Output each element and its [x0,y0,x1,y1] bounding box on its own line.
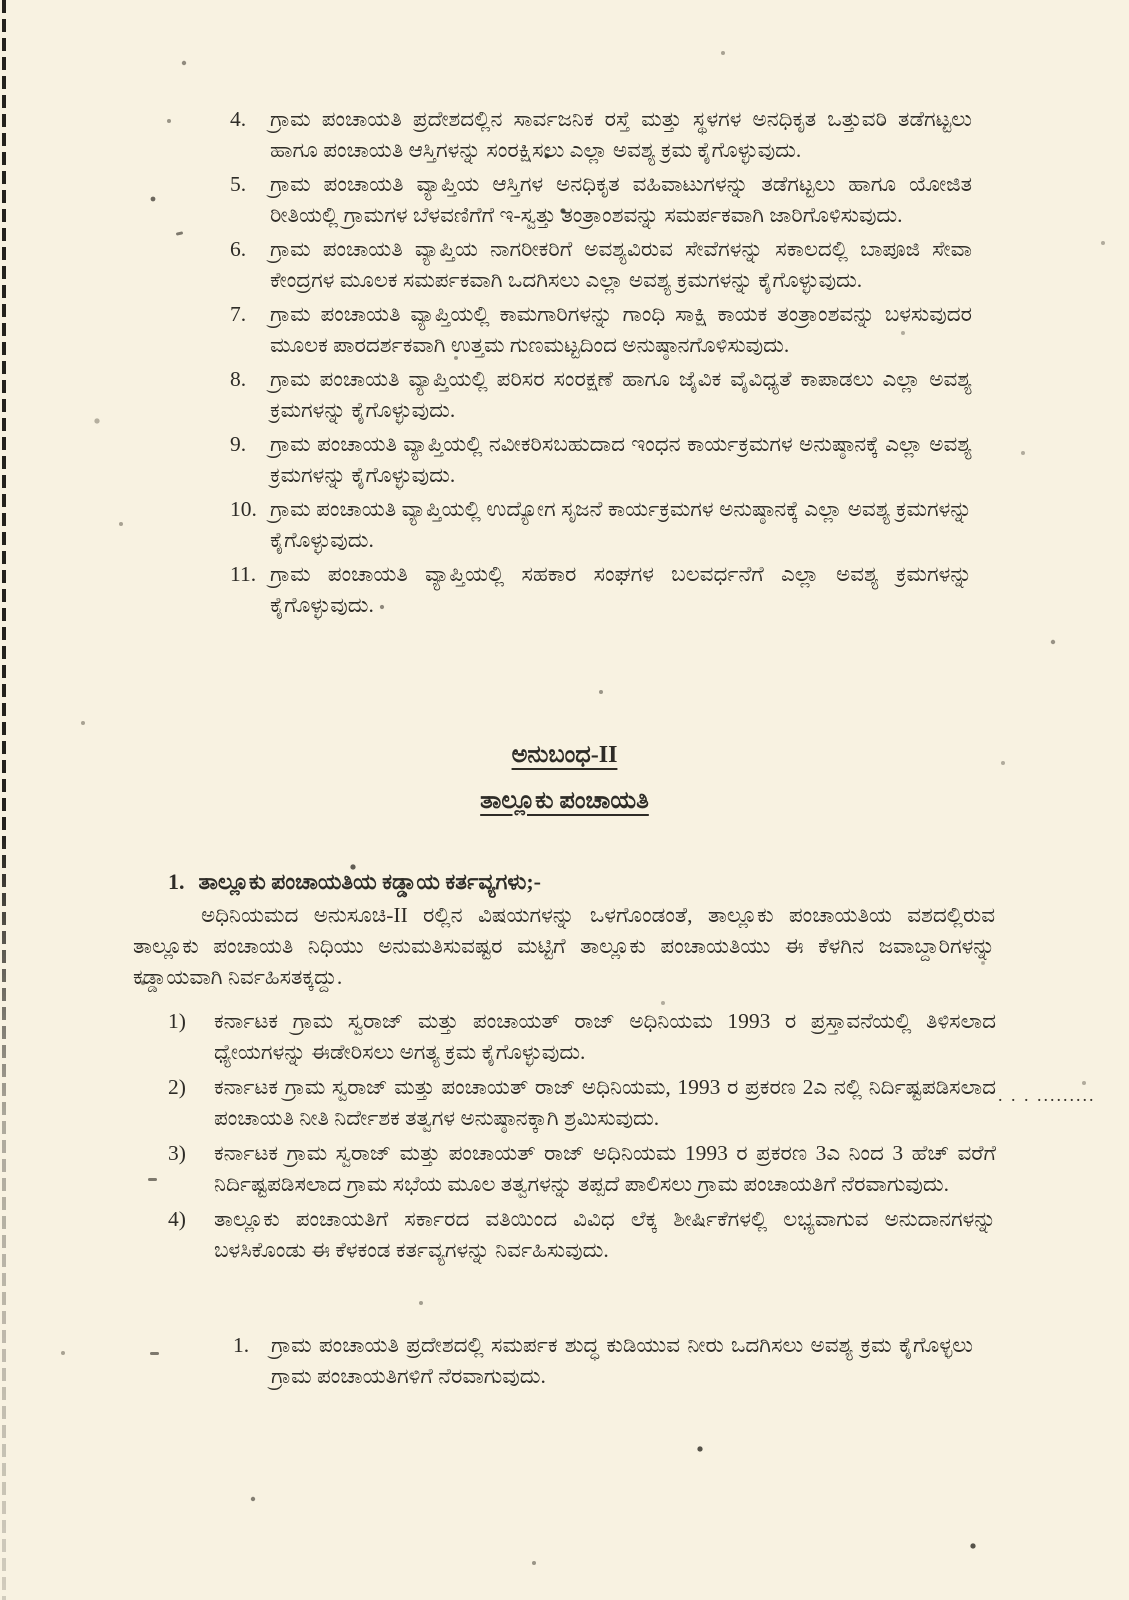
list-item [168,1072,996,1134]
list-item [230,429,972,491]
list-item-number: 4) [168,1207,186,1231]
list-item [230,494,972,556]
list-item-number: 10. [230,497,257,521]
list-item-text: ಗ್ರಾಮ ಪಂಚಾಯತಿ ವ್ಯಾಪ್ತಿಯ ಆಸ್ತಿಗಳ ಅನಧಿಕೃತ ವಹಿವಾಟುಗಳನ್ನು ತಡೆಗಟ್ಟಲು ಹಾಗೂ ಯೋಜಿತ ರೀತಿಯಲ್ಲಿ ಗ್ರಾಮಗಳ ಬೆಳವಣಿಗೆಗೆ ಇ-ಸ್ವತ್ತು ತಂತ್ರಾಂಶವನ್ನು ಸಮರ್ಪಕವಾಗಿ ಜಾರಿಗೊಳಿಸುವುದು. [270,172,972,227]
list-item [230,169,972,231]
list-item-text: ಕರ್ನಾಟಕ ಗ್ರಾಮ ಸ್ವರಾಜ್ ಮತ್ತು ಪಂಚಾಯತ್ ರಾಜ್ ಅಧಿನಿಯಮ 1993 ರ ಪ್ರಸ್ತಾವನೆಯಲ್ಲಿ ತಿಳಿಸಲಾದ ಧ್ಯೇಯಗಳನ್ನು ಈಡೇರಿಸಲು ಅಗತ್ಯ ಕ್ರಮ ಕೈಗೊಳ್ಳುವುದು. [214,1009,996,1064]
list-item-text: ಕರ್ನಾಟಕ ಗ್ರಾಮ ಸ್ವರಾಜ್ ಮತ್ತು ಪಂಚಾಯತ್ ರಾಜ್ ಅಧಿನಿಯಮ, 1993 ರ ಪ್ರಕರಣ 2ಎ ನಲ್ಲಿ ನಿರ್ದಿಷ್ಟಪಡಿಸಲಾದ ಪಂಚಾಯತಿ ನೀತಿ ನಿರ್ದೇಶಕ ತತ್ವಗಳ ಅನುಷ್ಠಾನಕ್ಕಾಗಿ ಶ್ರಮಿಸುವುದು. [214,1075,996,1130]
scan-dash-mark [176,231,183,235]
scan-dash-mark [148,1178,157,1181]
scan-dotted-artifact: . . . ......... [998,1085,1096,1105]
list-item-number: 2) [168,1075,186,1099]
list-item-number: 4. [230,107,247,131]
list-item-number: 6. [230,237,247,261]
numbered-list-duties [168,1006,996,1270]
list-item-text: ಗ್ರಾಮ ಪಂಚಾಯತಿ ವ್ಯಾಪ್ತಿಯಲ್ಲಿ ಪರಿಸರ ಸಂರಕ್ಷಣೆ ಹಾಗೂ ಜೈವಿಕ ವೈವಿಧ್ಯತೆ ಕಾಪಾಡಲು ಎಲ್ಲಾ ಅವಶ್ಯ ಕ್ರಮಗಳನ್ನು ಕೈಗೊಳ್ಳುವುದು. [270,367,972,422]
section-heading [168,866,1068,897]
list-item-text: ಗ್ರಾಮ ಪಂಚಾಯತಿ ವ್ಯಾಪ್ತಿಯಲ್ಲಿ ಸಹಕಾರ ಸಂಘಗಳ ಬಲವರ್ಧನೆಗೆ ಎಲ್ಲಾ ಅವಶ್ಯ ಕ್ರಮಗಳನ್ನು ಕೈಗೊಳ್ಳುವುದು. [270,562,972,617]
list-item-text: ಗ್ರಾಮ ಪಂಚಾಯತಿ ವ್ಯಾಪ್ತಿಯಲ್ಲಿ ನವೀಕರಿಸಬಹುದಾದ ಇಂಧನ ಕಾರ್ಯಕ್ರಮಗಳ ಅನುಷ್ಠಾನಕ್ಕೆ ಎಲ್ಲಾ ಅವಶ್ಯ ಕ್ರಮಗಳನ್ನು ಕೈಗೊಳ್ಳುವುದು. [270,432,972,487]
intro-paragraph: ಅಧಿನಿಯಮದ ಅನುಸೂಚಿ-II ರಲ್ಲಿನ ವಿಷಯಗಳನ್ನು ಒಳಗೊಂಡಂತೆ, ತಾಲ್ಲೂಕು ಪಂಚಾಯತಿಯ ವಶದಲ್ಲಿರುವ ತಾಲ್ಲೂಕು ಪಂಚಾಯತಿ ನಿಧಿಯು ಅನುಮತಿಸುವಷ್ಟರ ಮಟ್ಟಿಗೆ ತಾಲ್ಲೂಕು ಪಂಚಾಯತಿಯು ಈ ಕೆಳಗಿನ ಜವಾಬ್ದಾರಿಗಳನ್ನು ಕಡ್ಡಾಯವಾಗಿ ನಿರ್ವಹಿಸತಕ್ಕದ್ದು. [133,903,995,989]
scan-dash-mark [150,1352,159,1355]
list-item-number: 7. [230,302,247,326]
scan-noise-specks [0,0,2,2]
list-item [230,299,972,361]
list-item [168,1138,996,1200]
list-item-text: ಗ್ರಾಮ ಪಂಚಾಯತಿ ಪ್ರದೇಶದಲ್ಲಿ ಸಮರ್ಪಕ ಶುದ್ಧ ಕುಡಿಯುವ ನೀರು ಒದಗಿಸಲು ಅವಶ್ಯ ಕ್ರಮ ಕೈಗೊಳ್ಳಲು ಗ್ರಾಮ ಪಂಚಾಯತಿಗಳಿಗೆ ನೆರವಾಗುವುದು. [271,1333,973,1388]
list-item-number: 3) [168,1141,186,1165]
list-item [168,1204,996,1266]
list-item-number: 11. [230,562,257,586]
list-item [230,104,972,166]
list-item-number: 1) [168,1009,186,1033]
list-item-text: ಕರ್ನಾಟಕ ಗ್ರಾಮ ಸ್ವರಾಜ್ ಮತ್ತು ಪಂಚಾಯತ್ ರಾಜ್ ಅಧಿನಿಯಮ 1993 ರ ಪ್ರಕರಣ 3ಎ ನಿಂದ 3 ಹೆಚ್ ವರೆಗೆ ನಿರ್ದಿಷ್ಟಪಡಿಸಲಾದ ಗ್ರಾಮ ಸಭೆಯ ಮೂಲ ತತ್ವಗಳನ್ನು ತಪ್ಪದೆ ಪಾಲಿಸಲು ಗ್ರಾಮ ಪಂಚಾಯತಿಗೆ ನೆರವಾಗುವುದು. [214,1141,996,1196]
section-number: 1. [168,869,185,894]
list-item [168,1006,996,1068]
list-item [233,1330,973,1392]
list-item [230,559,972,621]
appendix-heading: ಅನುಬಂಧ-II [511,742,618,768]
list-item-number: 1. [233,1333,250,1357]
list-item-text: ಗ್ರಾಮ ಪಂಚಾಯತಿ ವ್ಯಾಪ್ತಿಯಲ್ಲಿ ಉದ್ಯೋಗ ಸೃಜನೆ ಕಾರ್ಯಕ್ರಮಗಳ ಅನುಷ್ಠಾನಕ್ಕೆ ಎಲ್ಲಾ ಅವಶ್ಯ ಕ್ರಮಗಳನ್ನು ಕೈಗೊಳ್ಳುವುದು. [270,497,972,552]
section-title: ತಾಲ್ಲೂಕು ಪಂಚಾಯತಿಯ ಕಡ್ಡಾಯ ಕರ್ತವ್ಯಗಳು;- [198,869,541,894]
list-item [230,364,972,426]
numbered-list-top [230,104,972,624]
numbered-sub-list [233,1330,973,1395]
list-item-text: ಗ್ರಾಮ ಪಂಚಾಯತಿ ಪ್ರದೇಶದಲ್ಲಿನ ಸಾರ್ವಜನಿಕ ರಸ್ತೆ ಮತ್ತು ಸ್ಥಳಗಳ ಅನಧಿಕೃತ ಒತ್ತುವರಿ ತಡೆಗಟ್ಟಲು ಹಾಗೂ ಪಂಚಾಯತಿ ಆಸ್ತಿಗಳನ್ನು ಸಂರಕ್ಷಿಸಲು ಎಲ್ಲಾ ಅವಶ್ಯ ಕ್ರಮ ಕೈಗೊಳ್ಳುವುದು. [270,107,972,162]
taluk-panchayat-heading: ತಾಲ್ಲೂಕು ಪಂಚಾಯತಿ [480,788,649,814]
list-item-text: ಗ್ರಾಮ ಪಂಚಾಯತಿ ವ್ಯಾಪ್ತಿಯ ನಾಗರೀಕರಿಗೆ ಅವಶ್ಯವಿರುವ ಸೇವೆಗಳನ್ನು ಸಕಾಲದಲ್ಲಿ ಬಾಪೂಜಿ ಸೇವಾ ಕೇಂದ್ರಗಳ ಮೂಲಕ ಸಮರ್ಪಕವಾಗಿ ಒದಗಿಸಲು ಎಲ್ಲಾ ಅವಶ್ಯ ಕ್ರಮಗಳನ್ನು ಕೈಗೊಳ್ಳುವುದು. [270,237,972,292]
list-item [230,234,972,296]
list-item-number: 5. [230,172,247,196]
list-item-number: 9. [230,432,247,456]
list-item-text: ತಾಲ್ಲೂಕು ಪಂಚಾಯತಿಗೆ ಸರ್ಕಾರದ ವತಿಯಿಂದ ವಿವಿಧ ಲೆಕ್ಕ ಶೀರ್ಷಿಕೆಗಳಲ್ಲಿ ಲಭ್ಯವಾಗುವ ಅನುದಾನಗಳನ್ನು ಬಳಸಿಕೊಂಡು ಈ ಕೆಳಕಂಡ ಕರ್ತವ್ಯಗಳನ್ನು ನಿರ್ವಹಿಸುವುದು. [214,1207,996,1262]
list-item-number: 8. [230,367,247,391]
list-item-text: ಗ್ರಾಮ ಪಂಚಾಯತಿ ವ್ಯಾಪ್ತಿಯಲ್ಲಿ ಕಾಮಗಾರಿಗಳನ್ನು ಗಾಂಧಿ ಸಾಕ್ಷಿ ಕಾಯಕ ತಂತ್ರಾಂಶವನ್ನು ಬಳಸುವುದರ ಮೂಲಕ ಪಾರದರ್ಶಕವಾಗಿ ಉತ್ತಮ ಗುಣಮಟ್ಟದಿಂದ ಅನುಷ್ಠಾನಗೊಳಿಸುವುದು. [270,302,972,357]
